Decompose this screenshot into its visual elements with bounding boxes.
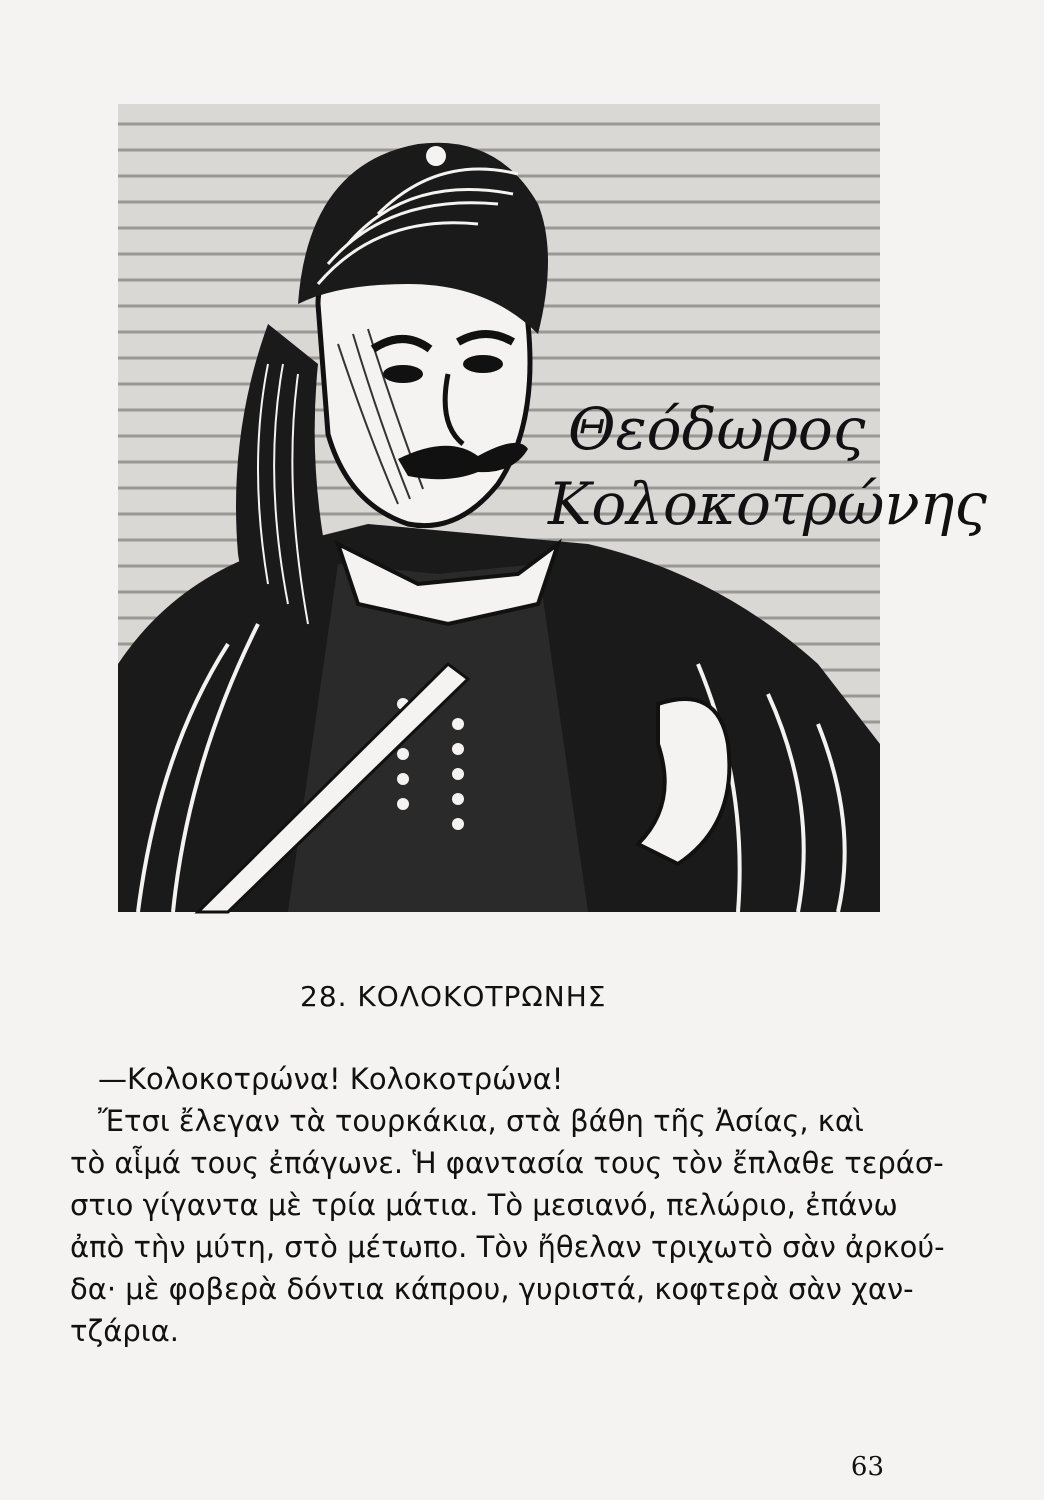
figure-caption: 28. ΚΟΛΟΚΟΤΡΩΝΗΣ [300,980,607,1013]
signature-first-name: Θεόδωρος [568,395,866,463]
text-line: τὸ αἷμά τους ἐπάγωνε. Ἡ φαντασία τους τὸν ἔπλαθε τεράσ- [70,1146,944,1180]
text-line: στιο γίγαντα μὲ τρία μάτια. Τὸ μεσιανό, πελώριο, ἐπάνω [70,1188,898,1222]
eye-left [383,365,423,383]
text-line: ἀπὸ τὴν μύτη, στὸ μέτωπο. Τὸν ἤθελαν τριχωτὸ σὰν ἀρκού- [70,1230,945,1264]
portrait-svg [118,104,987,912]
eye-right [463,355,503,373]
portrait-woodcut-illustration [118,104,987,912]
text-line: Ἔτσι ἔλεγαν τὰ τουρκάκια, στὰ βάθη τῆς Ἀσίας, καὶ [98,1104,864,1138]
text-line: —Κολοκοτρώνα! Κολοκοτρώνα! [98,1062,564,1096]
signature-last-name: Κολοκοτρώνης [548,470,987,538]
body-paragraph [70,1058,945,1352]
page-number: 63 [850,1452,884,1482]
text-line: δα· μὲ φοβερὰ δόντια κάπρου, γυριστά, κοφτερὰ σὰν χαν- [70,1272,914,1306]
cap-tassel [426,146,446,166]
text-line: τζάρια. [70,1314,179,1348]
